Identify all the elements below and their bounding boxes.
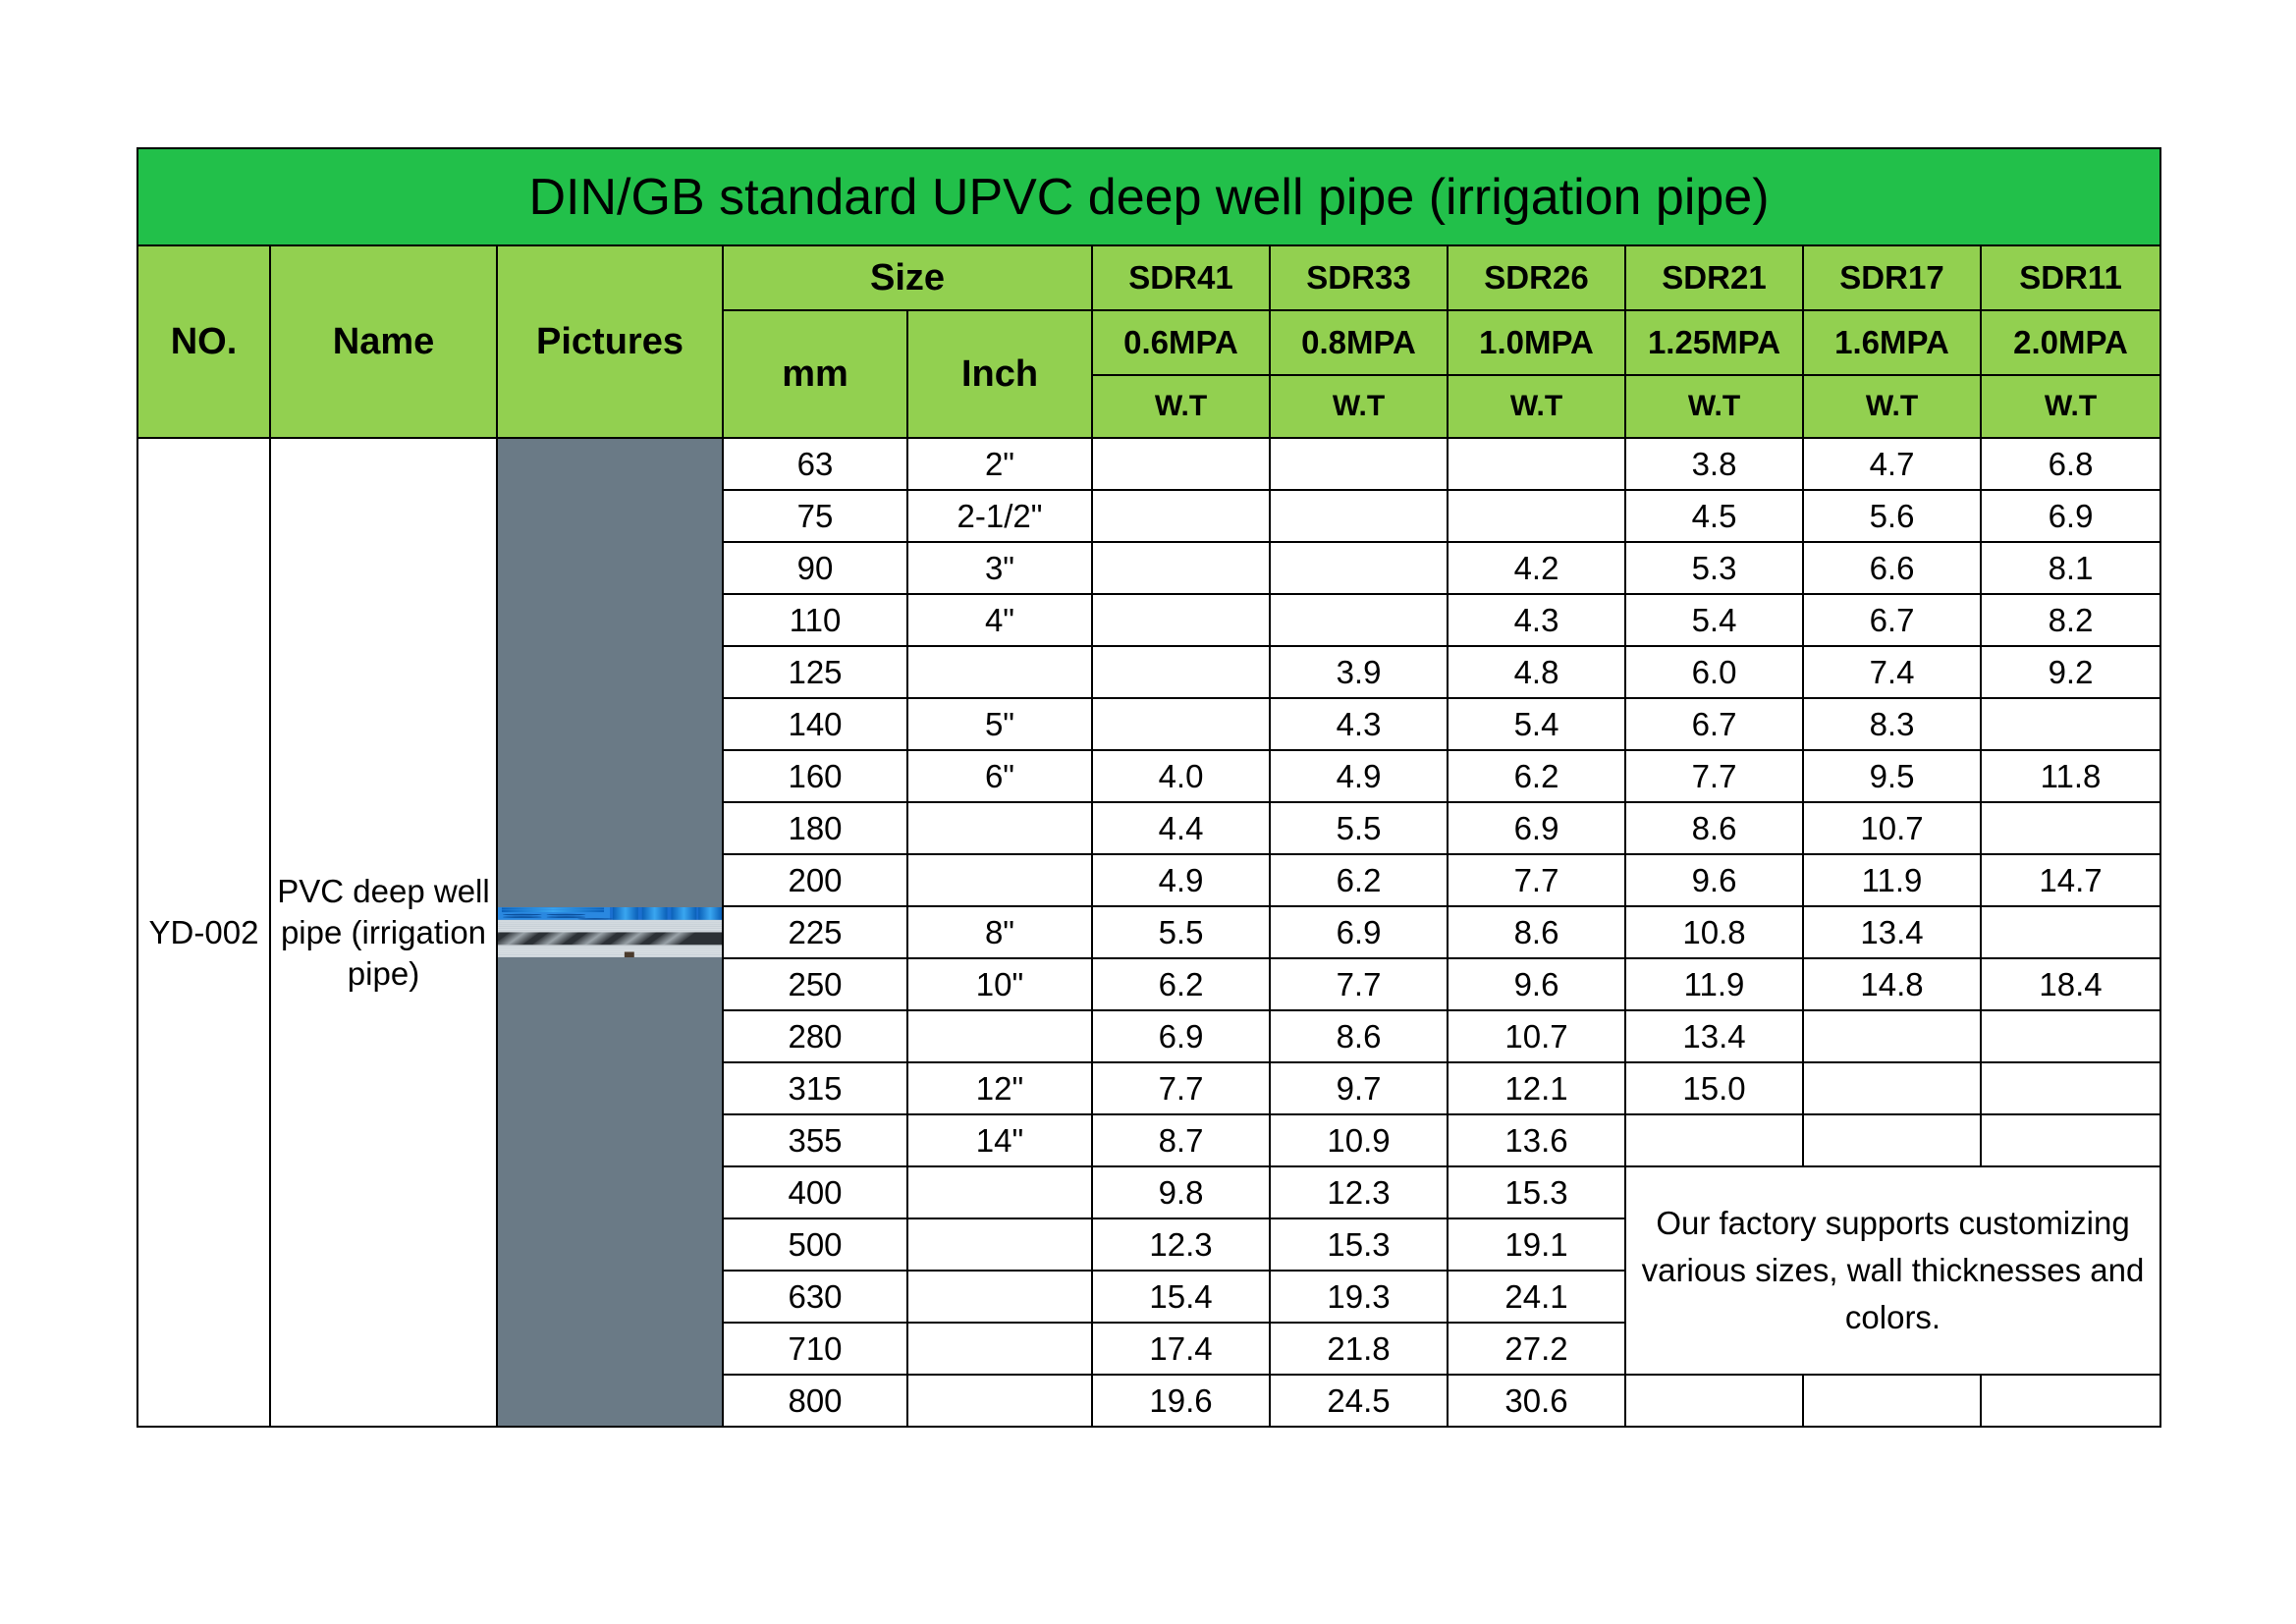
cell-wt: 10.8 [1625, 906, 1803, 958]
cell-wt: 9.8 [1092, 1166, 1270, 1218]
cell-wt: 10.9 [1270, 1114, 1448, 1166]
cell-wt: 6.7 [1803, 594, 1981, 646]
cell-inch [907, 646, 1092, 698]
header-sdr33: SDR33 [1270, 245, 1448, 310]
cell-mm: 63 [723, 438, 907, 490]
cell-wt [1092, 698, 1270, 750]
header-sdr41: SDR41 [1092, 245, 1270, 310]
table-row [137, 438, 2160, 490]
header-wt-sdr33: W.T [1270, 375, 1448, 438]
cell-wt: 4.8 [1448, 646, 1625, 698]
cell-wt: 8.6 [1625, 802, 1803, 854]
cell-wt: 7.7 [1270, 958, 1448, 1010]
cell-mm: 800 [723, 1375, 907, 1427]
cell-wt [1803, 1375, 1981, 1427]
cell-wt: 14.7 [1981, 854, 2160, 906]
cell-wt: 10.7 [1448, 1010, 1625, 1062]
cell-wt: 6.2 [1092, 958, 1270, 1010]
header-wt-sdr21: W.T [1625, 375, 1803, 438]
header-pressure-sdr41: 0.6MPA [1092, 310, 1270, 375]
cell-wt: 7.7 [1625, 750, 1803, 802]
cell-wt: 27.2 [1448, 1323, 1625, 1375]
cell-wt: 15.3 [1270, 1218, 1448, 1271]
cell-wt: 15.4 [1092, 1271, 1270, 1323]
cell-wt: 18.4 [1981, 958, 2160, 1010]
cell-wt: 8.7 [1092, 1114, 1270, 1166]
cell-wt: 4.9 [1270, 750, 1448, 802]
cell-inch [907, 1166, 1092, 1218]
cell-wt [1092, 438, 1270, 490]
cell-inch: 8" [907, 906, 1092, 958]
header-wt-sdr26: W.T [1448, 375, 1625, 438]
cell-inch [907, 1218, 1092, 1271]
cell-wt: 3.8 [1625, 438, 1803, 490]
cell-wt [1625, 1375, 1803, 1427]
cell-wt: 6.2 [1270, 854, 1448, 906]
cell-wt: 11.9 [1803, 854, 1981, 906]
cell-wt [1981, 698, 2160, 750]
product-no: YD-002 [137, 438, 270, 1427]
header-sdr21: SDR21 [1625, 245, 1803, 310]
cell-wt: 5.4 [1625, 594, 1803, 646]
cell-wt: 6.9 [1981, 490, 2160, 542]
cell-mm: 250 [723, 958, 907, 1010]
cell-wt: 11.8 [1981, 750, 2160, 802]
cell-wt [1981, 1062, 2160, 1114]
header-sdr26: SDR26 [1448, 245, 1625, 310]
header-pressure-sdr33: 0.8MPA [1270, 310, 1448, 375]
cell-inch: 14" [907, 1114, 1092, 1166]
cell-wt: 5.4 [1448, 698, 1625, 750]
cell-wt [1092, 542, 1270, 594]
cell-wt: 15.3 [1448, 1166, 1625, 1218]
cell-wt: 4.3 [1270, 698, 1448, 750]
header-name: Name [270, 245, 497, 438]
cell-mm: 125 [723, 646, 907, 698]
cell-wt: 3.9 [1270, 646, 1448, 698]
cell-wt: 9.5 [1803, 750, 1981, 802]
cell-inch [907, 802, 1092, 854]
custom-note: Our factory supports customizing various sizes, wall thicknesses and colors. [1625, 1166, 2160, 1375]
cell-inch: 2" [907, 438, 1092, 490]
cell-wt [1803, 1062, 1981, 1114]
cell-mm: 90 [723, 542, 907, 594]
table-title: DIN/GB standard UPVC deep well pipe (irrigation pipe) [137, 148, 2160, 245]
cell-wt [1448, 438, 1625, 490]
cell-wt: 6.9 [1092, 1010, 1270, 1062]
header-inch: Inch [907, 310, 1092, 438]
product-name: PVC deep well pipe (irrigation pipe) [270, 438, 497, 1427]
cell-wt: 19.1 [1448, 1218, 1625, 1271]
header-no: NO. [137, 245, 270, 438]
cell-wt [1981, 1010, 2160, 1062]
cell-mm: 75 [723, 490, 907, 542]
cell-wt [1981, 802, 2160, 854]
cell-wt: 7.7 [1448, 854, 1625, 906]
cell-wt [1625, 1114, 1803, 1166]
cell-mm: 160 [723, 750, 907, 802]
header-wt-sdr11: W.T [1981, 375, 2160, 438]
cell-wt: 6.0 [1625, 646, 1803, 698]
header-pressure-sdr11: 2.0MPA [1981, 310, 2160, 375]
cell-wt: 24.5 [1270, 1375, 1448, 1427]
cell-wt: 8.1 [1981, 542, 2160, 594]
cell-wt [1092, 490, 1270, 542]
cell-wt: 4.4 [1092, 802, 1270, 854]
cell-wt: 30.6 [1448, 1375, 1625, 1427]
cell-wt: 4.3 [1448, 594, 1625, 646]
cell-mm: 225 [723, 906, 907, 958]
cell-inch [907, 854, 1092, 906]
cell-wt: 5.3 [1625, 542, 1803, 594]
header-pressure-sdr17: 1.6MPA [1803, 310, 1981, 375]
cell-wt [1803, 1114, 1981, 1166]
cell-wt: 12.3 [1270, 1166, 1448, 1218]
cell-mm: 315 [723, 1062, 907, 1114]
cell-wt: 12.3 [1092, 1218, 1270, 1271]
cell-wt: 15.0 [1625, 1062, 1803, 1114]
cell-mm: 200 [723, 854, 907, 906]
cell-inch [907, 1010, 1092, 1062]
header-sdr17: SDR17 [1803, 245, 1981, 310]
header-wt-sdr41: W.T [1092, 375, 1270, 438]
cell-wt: 6.8 [1981, 438, 2160, 490]
cell-wt [1981, 906, 2160, 958]
cell-mm: 400 [723, 1166, 907, 1218]
cell-wt [1270, 490, 1448, 542]
cell-wt [1092, 594, 1270, 646]
cell-wt [1981, 1114, 2160, 1166]
cell-mm: 110 [723, 594, 907, 646]
product-pictures [497, 438, 723, 1427]
cell-wt: 13.4 [1625, 1010, 1803, 1062]
cell-inch: 5" [907, 698, 1092, 750]
cell-inch: 10" [907, 958, 1092, 1010]
cell-mm: 630 [723, 1271, 907, 1323]
header-pressure-sdr21: 1.25MPA [1625, 310, 1803, 375]
cell-wt [1270, 438, 1448, 490]
cell-wt: 8.2 [1981, 594, 2160, 646]
cell-wt: 6.7 [1625, 698, 1803, 750]
cell-wt: 9.2 [1981, 646, 2160, 698]
cell-wt: 7.7 [1092, 1062, 1270, 1114]
cell-wt: 13.6 [1448, 1114, 1625, 1166]
cell-wt: 24.1 [1448, 1271, 1625, 1323]
cell-wt [1803, 1010, 1981, 1062]
cell-wt: 14.8 [1803, 958, 1981, 1010]
pipe-photo-collage [498, 907, 722, 957]
cell-mm: 710 [723, 1323, 907, 1375]
cell-wt: 17.4 [1092, 1323, 1270, 1375]
cell-wt: 6.9 [1448, 802, 1625, 854]
table-body [137, 438, 2160, 1427]
cell-inch: 4" [907, 594, 1092, 646]
cell-wt: 7.4 [1803, 646, 1981, 698]
cell-wt: 11.9 [1625, 958, 1803, 1010]
header-sdr11: SDR11 [1981, 245, 2160, 310]
cell-inch [907, 1323, 1092, 1375]
cell-wt [1270, 594, 1448, 646]
header-wt-sdr17: W.T [1803, 375, 1981, 438]
cell-wt: 19.3 [1270, 1271, 1448, 1323]
cell-mm: 140 [723, 698, 907, 750]
cell-wt [1270, 542, 1448, 594]
cell-wt: 9.6 [1625, 854, 1803, 906]
cell-wt: 5.6 [1803, 490, 1981, 542]
cell-wt: 21.8 [1270, 1323, 1448, 1375]
cell-wt: 4.0 [1092, 750, 1270, 802]
cell-wt: 8.6 [1448, 906, 1625, 958]
cell-wt: 4.5 [1625, 490, 1803, 542]
cell-inch: 12" [907, 1062, 1092, 1114]
cell-inch: 2-1/2" [907, 490, 1092, 542]
cell-wt: 13.4 [1803, 906, 1981, 958]
cell-wt: 8.6 [1270, 1010, 1448, 1062]
cell-inch [907, 1375, 1092, 1427]
cell-wt: 12.1 [1448, 1062, 1625, 1114]
cell-wt: 4.9 [1092, 854, 1270, 906]
header-pressure-sdr26: 1.0MPA [1448, 310, 1625, 375]
header-mm: mm [723, 310, 907, 438]
cell-inch: 3" [907, 542, 1092, 594]
cell-wt: 5.5 [1092, 906, 1270, 958]
cell-wt [1092, 646, 1270, 698]
header-size: Size [723, 245, 1092, 310]
cell-wt: 6.9 [1270, 906, 1448, 958]
cell-wt [1448, 490, 1625, 542]
cell-inch [907, 1271, 1092, 1323]
cell-wt: 6.2 [1448, 750, 1625, 802]
cell-inch: 6" [907, 750, 1092, 802]
spec-table [137, 147, 2161, 1428]
cell-wt: 6.6 [1803, 542, 1981, 594]
cell-mm: 500 [723, 1218, 907, 1271]
cell-mm: 355 [723, 1114, 907, 1166]
cell-mm: 180 [723, 802, 907, 854]
cell-wt: 4.2 [1448, 542, 1625, 594]
cell-wt: 5.5 [1270, 802, 1448, 854]
cell-wt [1981, 1375, 2160, 1427]
cell-wt: 9.7 [1270, 1062, 1448, 1114]
cell-wt: 10.7 [1803, 802, 1981, 854]
cell-mm: 280 [723, 1010, 907, 1062]
cell-wt: 9.6 [1448, 958, 1625, 1010]
cell-wt: 19.6 [1092, 1375, 1270, 1427]
header-pictures: Pictures [497, 245, 723, 438]
cell-wt: 8.3 [1803, 698, 1981, 750]
cell-wt: 4.7 [1803, 438, 1981, 490]
